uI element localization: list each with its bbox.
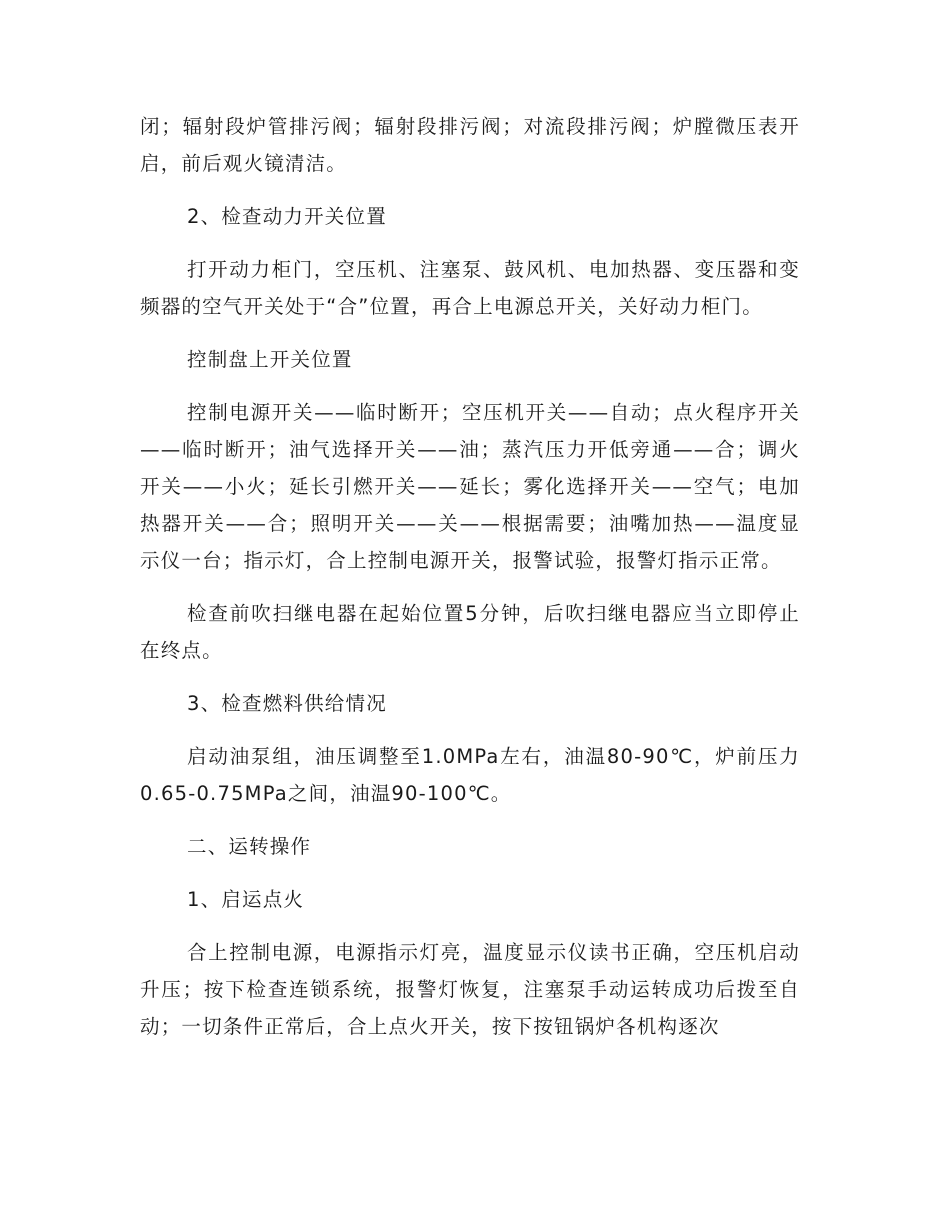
section-heading-control-panel: 控制盘上开关位置 <box>187 348 353 371</box>
paragraph-power-cabinet: 打开动力柜门，空压机、注塞泵、鼓风机、电加热器、变压器和变频器的空气开关处于“合”位置，再合上电源总开关，关好动力柜门。 <box>140 258 800 318</box>
section-heading-ignition: 1、启运点火 <box>187 888 305 911</box>
section-heading-operation: 二、运转操作 <box>187 835 312 858</box>
paragraph-purge-relay: 检查前吹扫继电器在起始位置5分钟，后吹扫继电器应当立即停止在终点。 <box>140 602 800 662</box>
document-body <box>140 108 800 1061</box>
paragraph-oil-pump: 启动油泵组，油压调整至1.0MPa左右，油温80-90℃，炉前压力0.65-0.75MPa之间，油温90-100℃。 <box>140 745 800 805</box>
section-heading-power-switch: 2、检查动力开关位置 <box>187 205 387 228</box>
paragraph-ignition-steps: 合上控制电源，电源指示灯亮，温度显示仪读书正确，空压机启动升压；按下检查连锁系统，报警灯恢复，注塞泵手动运转成功后拨至自动；一切条件正常后，合上点火开关，按下按钮锅炉各机构逐次 <box>140 941 800 1038</box>
paragraph-continued: 闭；辐射段炉管排污阀；辐射段排污阀；对流段排污阀；炉膛微压表开启，前后观火镜清洁。 <box>140 115 800 175</box>
paragraph-control-switches: 控制电源开关——临时断开；空压机开关——自动；点火程序开关——临时断开；油气选择开关——油；蒸汽压力开低旁通——合；调火开关——小火；延长引燃开关——延长；雾化选择开关——空气；电加热器开关——合；照明开关——关——根据需要；油嘴加热——温度显示仪一台；指示灯，合上控制电源开关，报警试验，报警灯指示正常。 <box>140 401 800 572</box>
section-heading-fuel-supply: 3、检查燃料供给情况 <box>187 692 387 715</box>
